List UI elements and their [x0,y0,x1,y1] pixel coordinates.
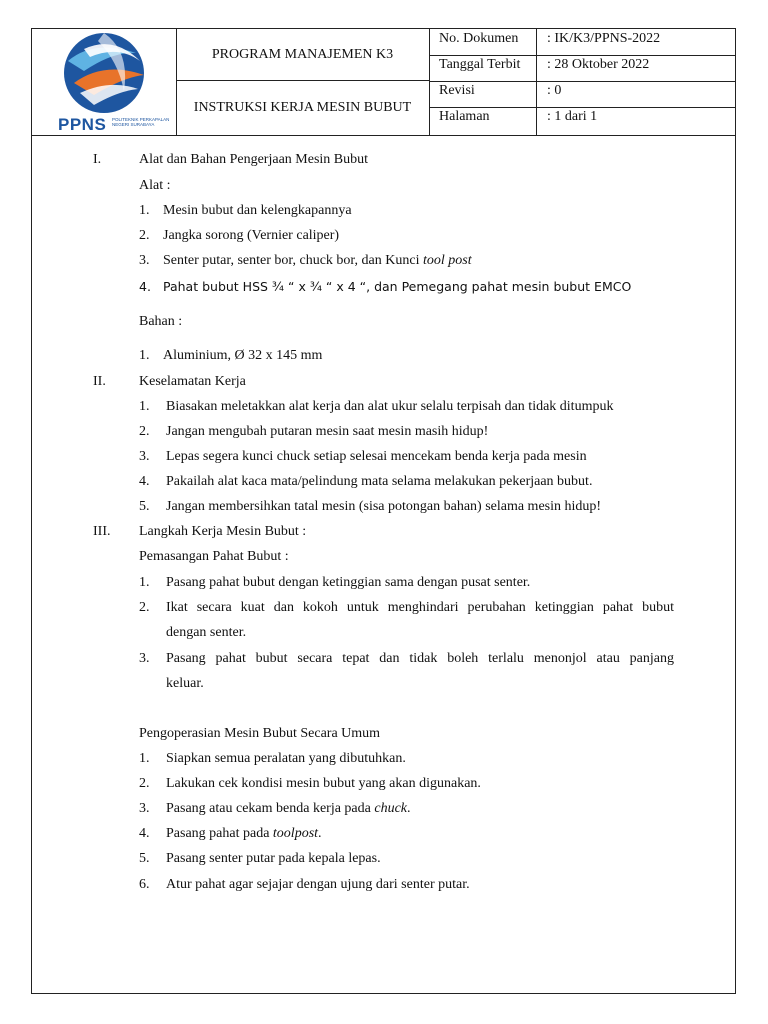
list-item: Jangan mengubah putaran mesin saat mesin masih hidup! [166,424,489,439]
list-item: Atur pahat agar sejajar dengan ujung dari senter putar. [166,877,470,892]
list-item: Pasang pahat bubut dengan ketinggian sama dengan pusat senter. [166,575,531,590]
list-item-continuation: dengan senter. [166,625,247,640]
ppns-logo-subtext: POLITEKNIK PERKAPALAN NEGERI SURABAYA [112,117,170,127]
list-number: 2. [139,776,150,791]
list-number: 3. [139,651,150,666]
meta-value: : 1 dari 1 [547,109,598,124]
list-item-text: Pasang atau cekam benda kerja pada [166,801,375,816]
section-number: II. [93,374,106,389]
list-number: 1. [139,751,150,766]
meta-value: : 28 Oktober 2022 [547,57,650,72]
list-item-text: Senter putar, senter bor, chuck bor, dan Kunci [163,253,423,268]
instruction-title: INSTRUKSI KERJA MESIN BUBUT [193,100,412,115]
list-number: 4. [139,474,150,489]
list-item: Pakailah alat kaca mata/pelindung mata selama melakukan pekerjaan bubut. [166,474,593,489]
meta-label: Halaman [429,107,537,135]
section-number: III. [93,524,111,539]
section-number: I. [93,152,102,167]
list-item: Pahat bubut HSS ¾ “ x ¾ “ x 4 “, dan Pemegang pahat mesin bubut EMCO [163,279,632,294]
list-item-continuation: keluar. [166,676,204,691]
meta-label: No. Dokumen [429,29,537,55]
list-item: Pasang senter putar pada kepala lepas. [166,851,381,866]
meta-value: : IK/K3/PPNS-2022 [547,31,661,46]
list-item: Siapkan semua peralatan yang dibutuhkan. [166,751,406,766]
section-title: Keselamatan Kerja [139,374,246,389]
list-number: 2. [139,228,150,243]
list-number: 6. [139,877,150,892]
program-title: PROGRAM MANAJEMEN K3 [176,29,429,81]
ppns-logo-text: PPNS [58,115,107,134]
list-item: Aluminium, Ø 32 x 145 mm [163,348,323,363]
list-number: 5. [139,499,150,514]
list-item [166,825,322,843]
list-number: 1. [139,203,150,218]
section-title: Langkah Kerja Mesin Bubut : [139,524,307,539]
list-number: 5. [139,851,150,866]
list-item-italic: toolpost [272,826,319,841]
list-item: Ikat secara kuat dan kokoh untuk menghindari perubahan ketinggian pahat bubut [166,600,674,615]
list-item: Biasakan meletakkan alat kerja dan alat ukur selalu terpisah dan tidak ditumpuk [166,399,614,414]
pemasangan-label: Pemasangan Pahat Bubut : [139,549,289,564]
list-item: Mesin bubut dan kelengkapannya [163,203,352,218]
list-item-suffix: . [407,801,411,816]
list-number: 1. [139,575,150,590]
list-item [163,252,472,270]
list-item: Jangka sorong (Vernier caliper) [163,228,340,243]
list-number: 1. [139,399,150,414]
list-item-suffix: . [318,826,322,841]
list-number: 2. [139,424,150,439]
list-number: 1. [139,348,150,363]
list-number: 4. [139,826,150,841]
list-item-italic: chuck [374,801,408,816]
list-item: Lepas segera kunci chuck setiap selesai mencekam benda kerja pada mesin [166,449,587,464]
list-number: 3. [139,253,150,268]
list-item-text: Pasang pahat pada [166,826,273,841]
operasi-label: Pengoperasian Mesin Bubut Secara Umum [139,726,381,741]
list-item: Pasang pahat bubut secara tepat dan tidak boleh terlalu menonjol atau panjang [166,651,674,666]
list-item: Jangan membersihkan tatal mesin (sisa potongan bahan) selama mesin hidup! [166,499,602,514]
alat-label: Alat : [139,178,171,193]
list-number: 2. [139,600,150,615]
list-item: Lakukan cek kondisi mesin bubut yang akan digunakan. [166,776,481,791]
list-item [166,800,411,818]
list-item-italic: tool post [422,253,472,268]
bahan-label: Bahan : [139,314,183,329]
meta-label: Tanggal Terbit [429,55,537,81]
list-number: 4. [139,279,151,294]
meta-value: : 0 [547,83,562,98]
section-title: Alat dan Bahan Pengerjaan Mesin Bubut [139,152,369,167]
list-number: 3. [139,449,150,464]
list-number: 3. [139,801,150,816]
meta-label: Revisi [429,81,537,107]
